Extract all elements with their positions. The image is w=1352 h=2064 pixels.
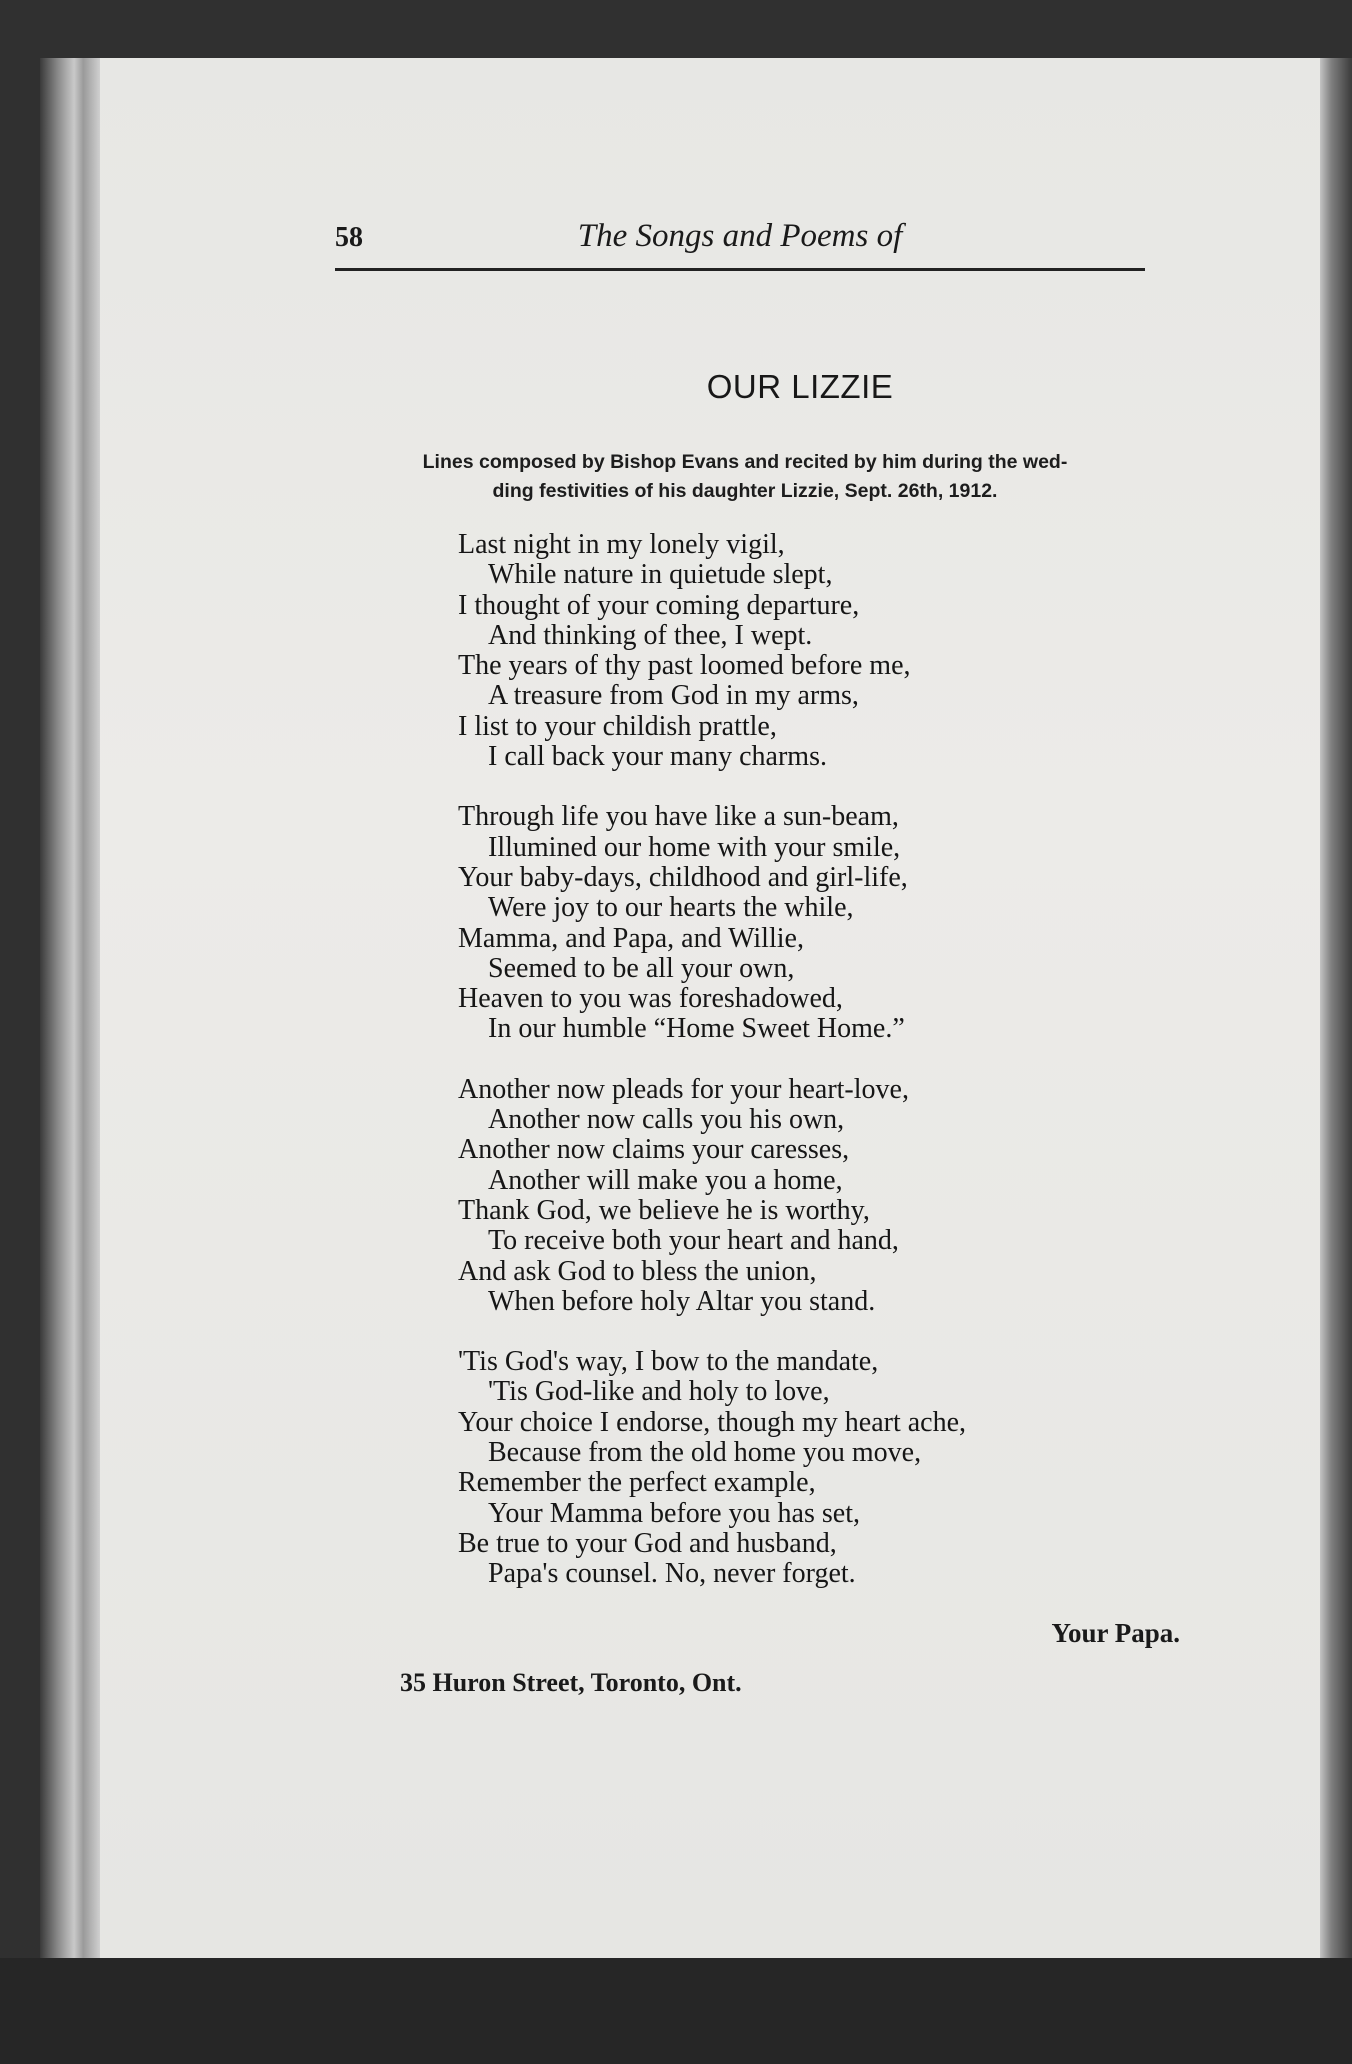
book-page xyxy=(100,58,1320,1958)
poem-line: And thinking of thee, I wept. xyxy=(488,619,813,651)
address: 35 Huron Street, Toronto, Ont. xyxy=(400,1668,742,1697)
poem-line: Remember the perfect example, xyxy=(458,1467,816,1499)
stanza xyxy=(458,802,1218,1044)
poem-line: Illumined our home with your smile, xyxy=(488,831,901,863)
poem-line: Papa's counsel. No, never forget. xyxy=(488,1558,856,1590)
poem-line: 'Tis God's way, I bow to the mandate, xyxy=(458,1346,879,1378)
poem-line: Mamma, and Papa, and Willie, xyxy=(458,922,804,954)
poem-line: Your Mamma before you has set, xyxy=(488,1497,860,1529)
poem-line: And ask God to bless the union, xyxy=(458,1255,817,1287)
page-header xyxy=(335,218,1145,271)
poem-line: I list to your childish prattle, xyxy=(458,710,777,742)
poem-line: To receive both your heart and hand, xyxy=(488,1225,899,1257)
page-number: 58 xyxy=(335,222,363,253)
poem-line: Thank God, we believe he is worthy, xyxy=(458,1194,870,1226)
poem-line: Your baby-days, childhood and girl-life, xyxy=(458,861,908,893)
poem-line: Were joy to our hearts the while, xyxy=(488,892,854,924)
stanza xyxy=(458,1347,1218,1589)
poem-line: While nature in quietude slept, xyxy=(488,559,833,591)
poem-line: I thought of your coming departure, xyxy=(458,589,860,621)
poem-line: Another now calls you his own, xyxy=(488,1104,845,1136)
running-head: The Songs and Poems of xyxy=(577,218,903,254)
poem-line: A treasure from God in my arms, xyxy=(488,680,859,712)
poem-title: OUR LIZZIE xyxy=(706,368,894,405)
poem-line: Heaven to you was foreshadowed, xyxy=(458,983,843,1015)
poem-line: Through life you have like a sun-beam, xyxy=(458,801,899,833)
poem-line: I call back your many charms. xyxy=(488,741,827,773)
scan-bottom-edge xyxy=(0,1958,1352,2064)
poem-line: Another now pleads for your heart-love, xyxy=(458,1073,909,1105)
poem-line: Because from the old home you move, xyxy=(488,1437,922,1469)
page-edge-left xyxy=(40,58,102,1958)
poem-line: Your choice I endorse, though my heart ache, xyxy=(458,1406,967,1438)
stanza xyxy=(458,530,1218,772)
poem-line: In our humble “Home Sweet Home.” xyxy=(488,1013,905,1045)
poem-line: Be true to your God and husband, xyxy=(458,1527,837,1559)
poem-line: When before holy Altar you stand. xyxy=(488,1285,876,1317)
subtitle-line: ding festivities of his daughter Lizzie, Sept. 26th, 1912. xyxy=(492,480,998,502)
poem-line: Another now claims your caresses, xyxy=(458,1134,850,1166)
poem-line: 'Tis God-like and holy to love, xyxy=(488,1376,830,1408)
poem-line: Seemed to be all your own, xyxy=(488,952,795,984)
poem-line: Last night in my lonely vigil, xyxy=(458,529,785,560)
page-edge-right xyxy=(1318,58,1352,1958)
poem-body xyxy=(458,530,1218,1620)
poem-subtitle xyxy=(330,448,1160,506)
poem-line: Another will make you a home, xyxy=(488,1164,843,1196)
poem-line: The years of thy past loomed before me, xyxy=(458,650,911,682)
subtitle-line: Lines composed by Bishop Evans and recited by him during the wed- xyxy=(422,451,1068,473)
signature: Your Papa. xyxy=(1051,1618,1180,1648)
stanza xyxy=(458,1075,1218,1317)
